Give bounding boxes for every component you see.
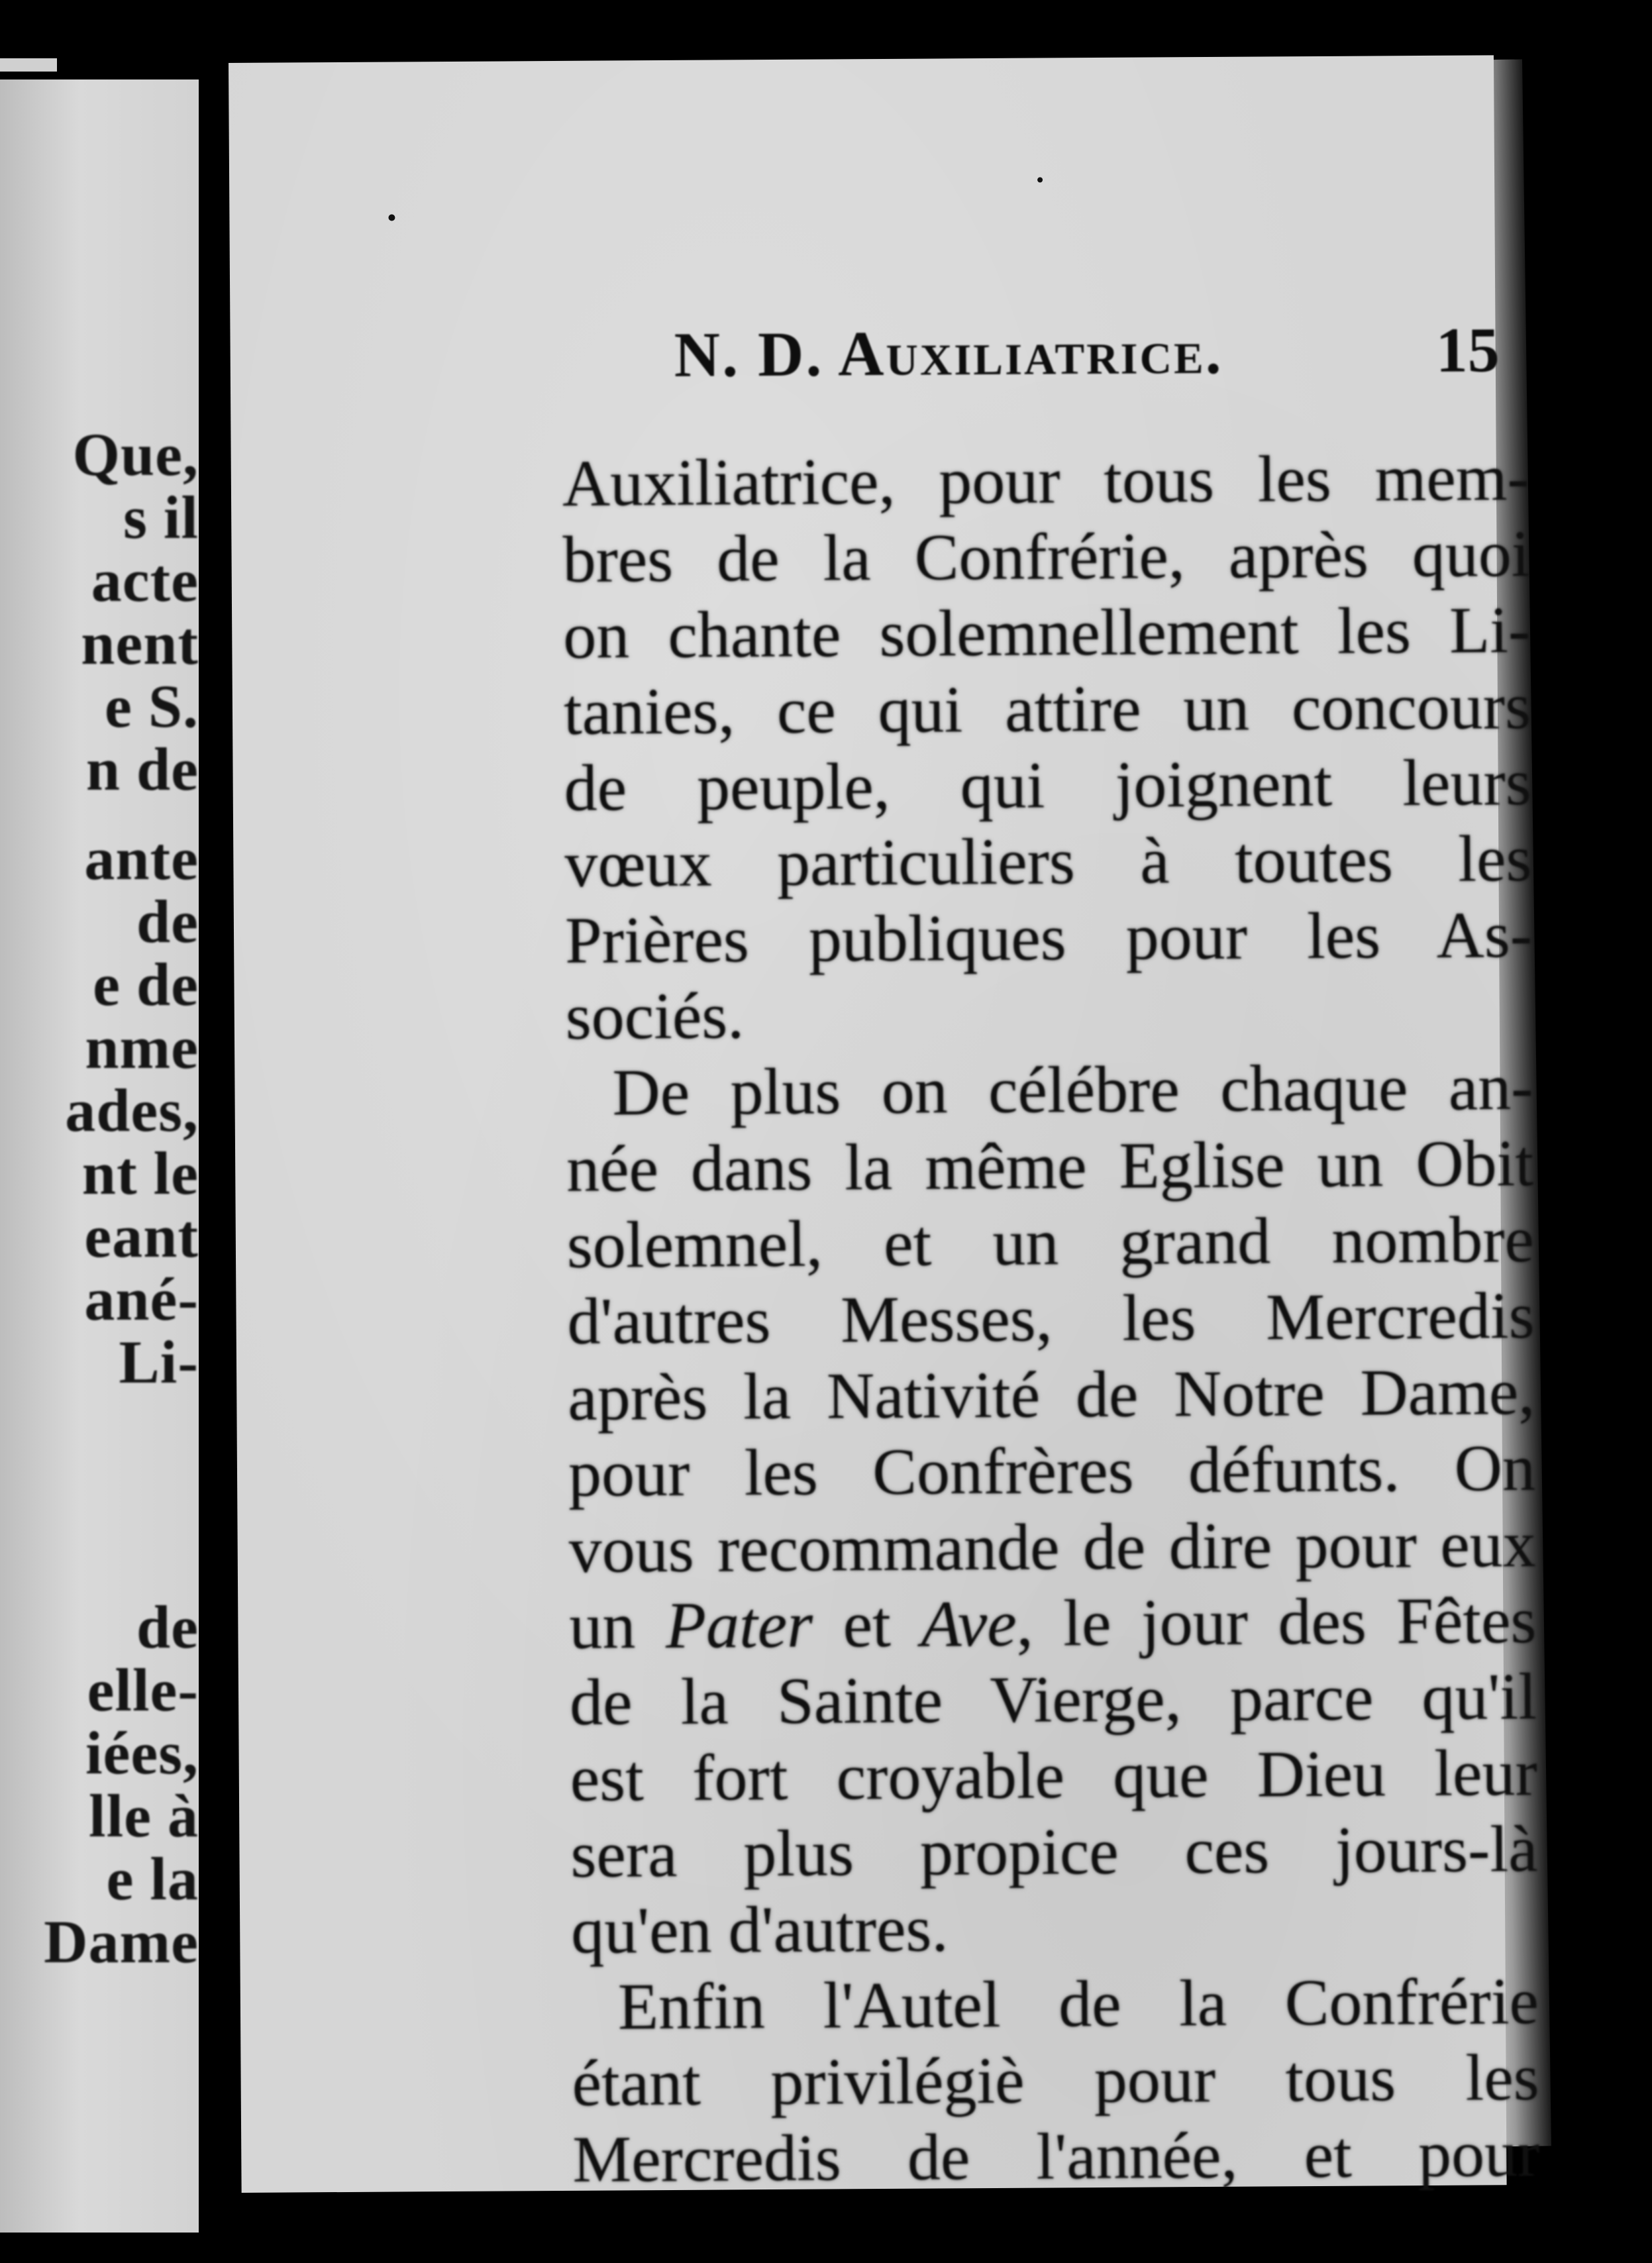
left-line: e S. xyxy=(105,672,199,740)
left-line: Li- xyxy=(119,1328,199,1396)
left-line: ané- xyxy=(84,1265,199,1333)
italic-pater: Pater xyxy=(665,1587,813,1663)
text-line: vous recommande de dire pour eux xyxy=(568,1506,1537,1587)
text-line: de la Sainte Vierge, parce qu'il xyxy=(569,1659,1537,1739)
text-line: sera plus propice ces jours-là xyxy=(570,1811,1538,1891)
left-line: nent xyxy=(81,609,199,677)
text-line: née dans la même Eglise un Obit xyxy=(566,1126,1534,1206)
left-line: e la xyxy=(106,1845,199,1913)
left-line: lle à xyxy=(89,1782,199,1850)
text-line: qu'en d'autres. xyxy=(570,1891,949,1968)
italic-ave: Ave xyxy=(920,1586,1017,1661)
left-line: de xyxy=(136,888,199,955)
left-line: nt le xyxy=(81,1139,199,1207)
text-line: bres de la Confrérie, après quoi xyxy=(562,517,1530,596)
book-page xyxy=(229,55,1540,2196)
body-text xyxy=(562,439,1540,2196)
text-line: on chante solemnellement les Li- xyxy=(562,593,1531,672)
line-mid: et xyxy=(812,1587,921,1661)
text-line: tanies, ce qui attire un concours xyxy=(563,669,1531,749)
left-line: elle- xyxy=(87,1656,199,1724)
ink-speck xyxy=(1037,177,1043,182)
left-line: s il xyxy=(123,484,199,551)
text-line: vœux particuliers à toutes les xyxy=(564,821,1532,901)
left-line: ante xyxy=(84,825,199,892)
left-line: ades, xyxy=(65,1077,199,1144)
text-line: après la Nativité de Notre Dame, xyxy=(567,1354,1535,1434)
text-line: solemnel, et un grand nombre xyxy=(566,1202,1535,1282)
text-line: Enfin l'Autel de la Confrérie xyxy=(617,1964,1539,2044)
left-line: eant xyxy=(84,1202,199,1270)
line-pre: un xyxy=(569,1589,666,1663)
left-line: e de xyxy=(93,951,199,1018)
ink-speck xyxy=(388,214,395,221)
text-line: sociés. xyxy=(565,978,745,1053)
text-line: pour les Confrères défunts. On xyxy=(568,1430,1536,1510)
top-strip xyxy=(0,58,57,72)
left-line: iées, xyxy=(85,1719,199,1787)
text-line: De plus on célébre chaque an- xyxy=(612,1049,1533,1130)
left-line: n de xyxy=(85,735,199,803)
running-header xyxy=(455,313,1516,393)
text-line-with-italics xyxy=(569,1582,1537,1664)
left-line: acte xyxy=(91,547,199,614)
left-line: Que, xyxy=(72,421,199,488)
left-line: de xyxy=(136,1593,199,1661)
line-post: , le jour des Fêtes xyxy=(1016,1583,1537,1660)
text-line: de peuple, qui joignent leurs xyxy=(564,745,1532,825)
text-line: Mercredis de l'année, et pour xyxy=(572,2116,1540,2196)
text-line: d'autres Messes, les Mercredis xyxy=(567,1278,1535,1358)
text-line: Auxiliatrice, pour tous les mem- xyxy=(562,441,1530,520)
text-line: Prières publiques pour les As- xyxy=(564,898,1533,977)
page-number: 15 xyxy=(1435,314,1500,386)
left-line: Dame xyxy=(44,1908,199,1975)
left-line: nme xyxy=(85,1014,199,1081)
text-line: étant privilégiè pour tous les xyxy=(572,2040,1539,2120)
left-page-fragment xyxy=(0,79,199,2233)
text-line: est fort croyable que Dieu leur xyxy=(570,1735,1538,1815)
running-title: N. D. Auxiliatrice. xyxy=(674,315,1223,390)
